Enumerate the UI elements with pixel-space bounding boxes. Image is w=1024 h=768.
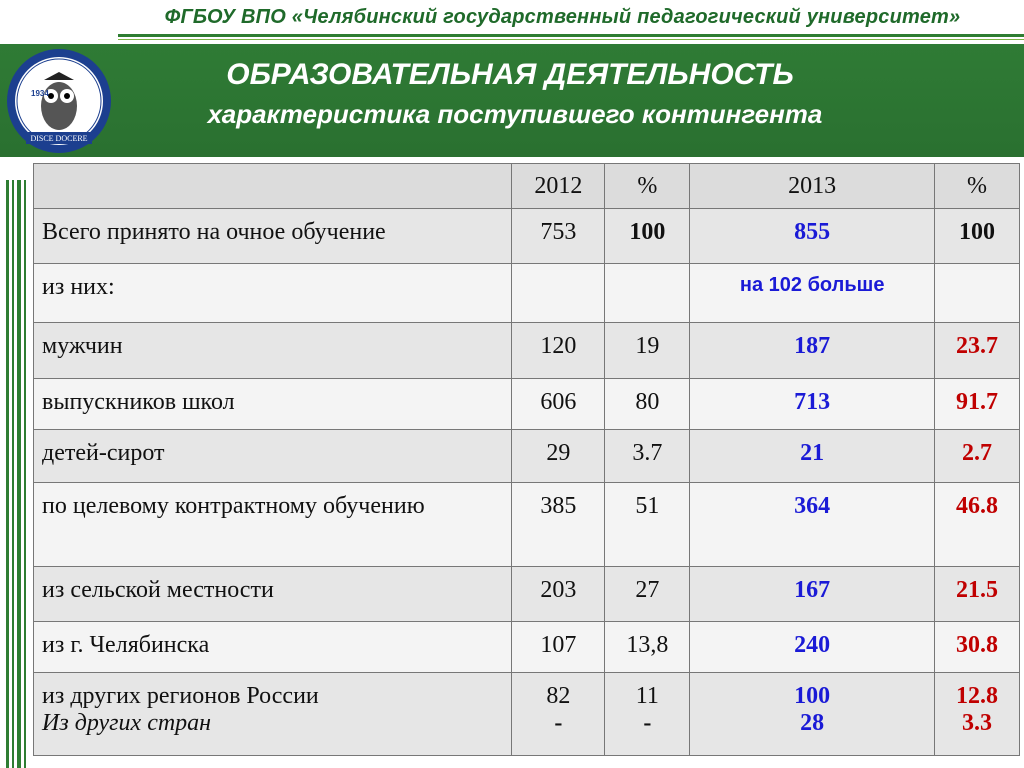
table-row (34, 483, 1020, 567)
value-2013: 21 (690, 430, 935, 483)
row-label-secondary: Из других стран (42, 710, 212, 736)
percent-2013: 30.8 (935, 622, 1020, 673)
svg-text:1934: 1934 (31, 89, 49, 98)
university-name: ФГБОУ ВПО «Челябинский государственный педагогический университет» (164, 6, 961, 28)
table-row (34, 379, 1020, 430)
table-row (34, 209, 1020, 264)
percent-2013: 2.7 (935, 430, 1020, 483)
row-label: выпускников школ (34, 379, 512, 430)
page-title: ОБРАЗОВАТЕЛЬНАЯ ДЕЯТЕЛЬНОСТЬ (226, 58, 794, 91)
row-label-cell (34, 673, 512, 756)
percent-2013: 12.8 (956, 683, 999, 709)
value-2013: 187 (690, 323, 935, 379)
percent-2012-secondary: - (643, 710, 652, 736)
percent-2013: 21.5 (935, 567, 1020, 622)
percent-2013-cell (935, 673, 1020, 756)
percent-2013: 100 (935, 209, 1020, 264)
value-2012: 120 (512, 323, 605, 379)
percent-2012 (605, 264, 690, 323)
percent-2012: 3.7 (605, 430, 690, 483)
row-label: из сельской местности (34, 567, 512, 622)
value-2013: 167 (690, 567, 935, 622)
row-label: по целевому контрактному обучению (34, 483, 512, 567)
value-2012-cell (512, 673, 605, 756)
value-2013-cell (690, 673, 935, 756)
percent-2013-secondary: 3.3 (962, 710, 993, 736)
percent-2012: 100 (605, 209, 690, 264)
header-cell: 2013 (690, 164, 935, 209)
top-divider (118, 34, 1024, 37)
sidebar-decoration (0, 180, 30, 768)
percent-2013 (935, 264, 1020, 323)
value-2012-secondary: - (554, 710, 563, 736)
row-label: из них: (34, 264, 512, 323)
header-cell: 2012 (512, 164, 605, 209)
row-label: Всего принято на очное обучение (34, 209, 512, 264)
value-2012: 29 (512, 430, 605, 483)
value-2013: 855 (690, 209, 935, 264)
row-label: из г. Челябинска (34, 622, 512, 673)
value-2013: 364 (690, 483, 935, 567)
percent-2012-cell (605, 673, 690, 756)
header-cell: % (935, 164, 1020, 209)
percent-2012: 51 (605, 483, 690, 567)
value-2013: 240 (690, 622, 935, 673)
table-row (34, 323, 1020, 379)
table-row (34, 622, 1020, 673)
percent-2012: 19 (605, 323, 690, 379)
header-cell: % (605, 164, 690, 209)
value-2012 (512, 264, 605, 323)
percent-2012: 27 (605, 567, 690, 622)
value-2012: 107 (512, 622, 605, 673)
page-subtitle: характеристика поступившего контингента (207, 99, 823, 129)
percent-2012: 13,8 (605, 622, 690, 673)
university-logo (4, 46, 114, 156)
value-2013: 713 (690, 379, 935, 430)
admission-table (33, 163, 1020, 756)
percent-2012: 80 (605, 379, 690, 430)
percent-2013: 46.8 (935, 483, 1020, 567)
percent-2013: 23.7 (935, 323, 1020, 379)
row-label: мужчин (34, 323, 512, 379)
row-label: детей-сирот (34, 430, 512, 483)
percent-2012: 11 (635, 683, 659, 709)
value-2012: 385 (512, 483, 605, 567)
value-2013-secondary: 28 (800, 710, 825, 736)
table-row (34, 430, 1020, 483)
value-2012: 82 (546, 683, 571, 709)
percent-2013: 91.7 (935, 379, 1020, 430)
difference-note: на 102 больше (690, 264, 935, 323)
table-row (34, 264, 1020, 323)
row-label: из других регионов России (42, 683, 319, 709)
value-2012: 203 (512, 567, 605, 622)
table-header-row (34, 164, 1020, 209)
top-divider-thin (118, 39, 1024, 40)
svg-text:DISCE DOCERE: DISCE DOCERE (30, 134, 88, 143)
value-2013: 100 (794, 683, 831, 709)
value-2012: 753 (512, 209, 605, 264)
value-2012: 606 (512, 379, 605, 430)
table-row (34, 673, 1020, 756)
top-bar (0, 0, 1024, 40)
header-cell (34, 164, 512, 209)
table-row (34, 567, 1020, 622)
